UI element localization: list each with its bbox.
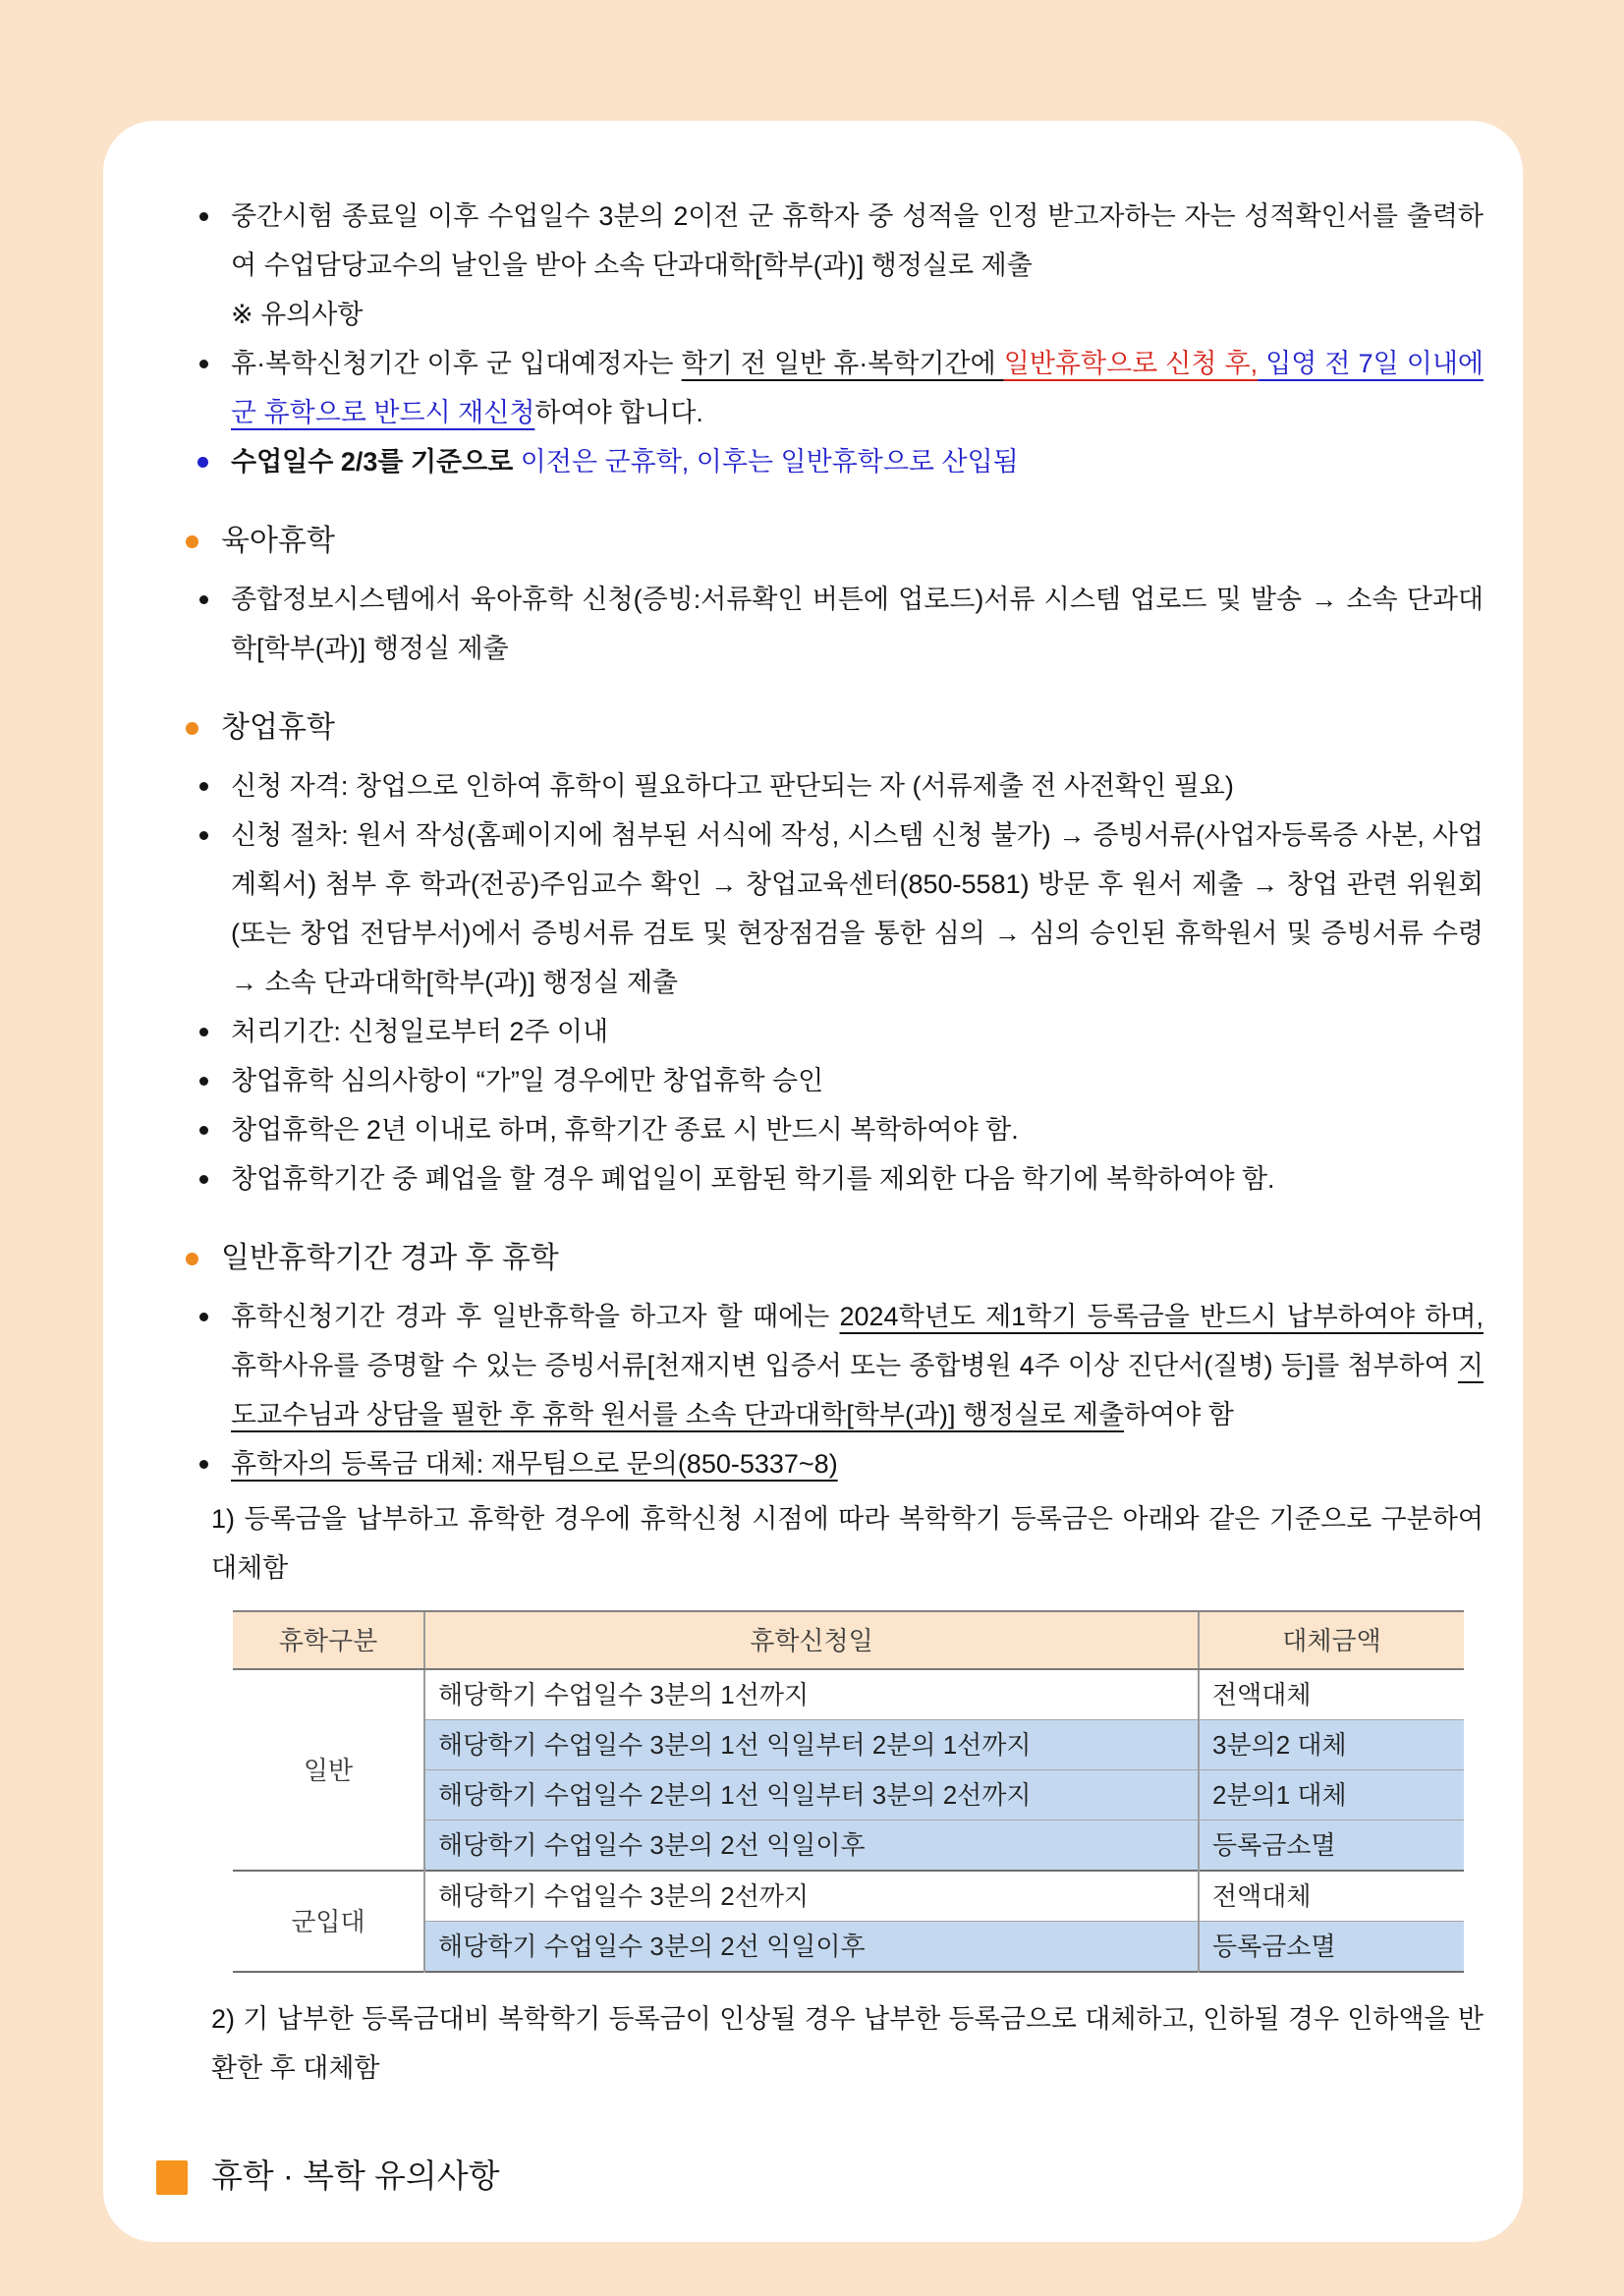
bullet-text [231, 1105, 1484, 1154]
section-title: 육아휴학 [221, 525, 335, 557]
numbered-item-1: 1) 등록금을 납부하고 휴학한 경우에 휴학신청 시점에 따라 복학학기 등록금은 아래와 같은 기준으로 구분하여 대체함 [211, 1504, 1484, 1583]
bullet-midterm-grade-text: 중간시험 종료일 이후 수업일수 3분의 2이전 군 휴학자 중 성적을 인정 받고자하는 자는 성적확인서를 출력하여 수업담당교수의 날인을 받아 소속 단과대학[학부(과)] 행정실로 제출 [231, 201, 1484, 280]
section-title: 창업휴학 [221, 711, 335, 744]
content-card [103, 121, 1523, 2242]
orange-square-icon [156, 2160, 188, 2195]
run-underline: 학기 전 일반 휴·복학기간에 [681, 349, 1004, 378]
section-after-general-leave-period [184, 1233, 1484, 1284]
table-header-row [233, 1611, 1464, 1669]
run-plain: 창업휴학기간 중 폐업을 할 경우 폐업일이 포함된 학기를 제외한 다음 학기에 복학하여야 함. [231, 1164, 1275, 1194]
bullet-dot-icon [199, 1028, 208, 1036]
bullet-text [231, 761, 1484, 811]
footer-section-title: 휴학 · 복학 유의사항 [211, 2157, 500, 2194]
section-leave-return-notes [156, 2150, 1484, 2203]
bullet-dot-icon [199, 1126, 208, 1135]
bullet-dot-icon [199, 1313, 208, 1321]
section-dot-icon [186, 1253, 198, 1265]
column-header-replacement-amount: 대체금액 [1199, 1611, 1464, 1669]
bullet-startup-processing-time [184, 1007, 1484, 1056]
column-header-application-date: 휴학신청일 [424, 1611, 1199, 1669]
run-underline: 2024학년도 제1학기 등록금을 반드시 납부하여야 하며, [839, 1302, 1484, 1331]
run-plain: 하여야 함 [1124, 1400, 1234, 1429]
run-red-underline: 일반휴학으로 신청 후, [1003, 349, 1259, 378]
run-plain: 처리기간: 신청일로부터 2주 이내 [231, 1017, 609, 1046]
note-line [184, 290, 1484, 339]
bullet-dot-icon [199, 1077, 208, 1086]
section-childcare-leave [184, 516, 1484, 567]
bullet-dot-icon [199, 1175, 208, 1184]
bullet-text [231, 1439, 1484, 1488]
cell-amount: 전액대체 [1199, 1871, 1464, 1922]
bullet-text [231, 437, 1484, 486]
bullet-dot-icon [199, 1460, 208, 1469]
table-row [233, 1871, 1464, 1922]
run-blue: 이전은 군휴학, 이후는 일반휴학으로 산입됨 [520, 447, 1019, 476]
table-row [233, 1669, 1464, 1720]
section-dot-icon [186, 535, 198, 548]
cell-application-date: 해당학기 수업일수 3분의 1선까지 [424, 1669, 1199, 1720]
bullet-military-reapply [184, 339, 1484, 437]
bullet-dot-icon [199, 782, 208, 791]
bullet-general-leave-tuition [184, 1292, 1484, 1439]
bullet-dot-icon [199, 212, 208, 221]
run-plain: 휴학신청기간 경과 후 일반휴학을 하고자 할 때에는 [231, 1302, 840, 1331]
bullet-text [231, 339, 1484, 437]
bullet-attendance-basis [184, 437, 1484, 486]
bullet-dot-icon [199, 595, 208, 604]
bullet-startup-procedure [184, 811, 1484, 1007]
bullet-text [231, 1154, 1484, 1204]
run-plain: 종합정보시스템에서 육아휴학 신청(증빙:서류확인 버튼에 업로드)서류 시스템 업로드 및 발송 → 소속 단과대학[학부(과)] 행정실 제출 [231, 585, 1484, 663]
run-plain: 창업휴학 심의사항이 “가”일 경우에만 창업휴학 승인 [231, 1066, 824, 1095]
bullet-tuition-replacement-contact [184, 1439, 1484, 1488]
group-label-general: 일반 [233, 1669, 424, 1871]
run-underline: 휴학자의 등록금 대체: 재무팀으로 문의(850-5337~8) [231, 1449, 838, 1479]
cell-amount: 등록금소멸 [1199, 1820, 1464, 1872]
bullet-startup-duration [184, 1105, 1484, 1154]
cell-amount: 전액대체 [1199, 1669, 1464, 1720]
cell-amount: 등록금소멸 [1199, 1922, 1464, 1973]
blue-bullet-dot-icon [197, 457, 208, 468]
cell-amount: 2분의1 대체 [1199, 1770, 1464, 1820]
bullet-text [231, 1292, 1484, 1439]
bullet-text [231, 192, 1484, 290]
bullet-startup-closure [184, 1154, 1484, 1204]
bullet-text [231, 1007, 1484, 1056]
run-plain: 신청 자격: 창업으로 인하여 휴학이 필요하다고 판단되는 자 (서류제출 전 사전확인 필요) [231, 771, 1234, 801]
column-header-leave-type: 휴학구분 [233, 1611, 424, 1669]
bullet-startup-eligibility [184, 761, 1484, 811]
run-blue-underline: 입영 전 7일 이내에 군 휴학으로 반드시 재신청 [231, 349, 1484, 427]
run-bold: 수업일수 2/3를 기준으로 [231, 447, 521, 476]
tuition-replacement-table [233, 1610, 1464, 1973]
bullet-startup-approval [184, 1056, 1484, 1105]
run-plain: 신청 절차: 원서 작성(홈페이지에 첨부된 서식에 작성, 시스템 신청 불가) → 증빙서류(사업자등록증 사본, 사업계획서) 첨부 후 학과(전공)주임교수 확인 → 창업교육센터(850-5581) 방문 후 원서 제출 → 창업 관련 위원회(또는 창업 전담부서)에서 증빙서류 검토 및 현장점검을 통한 심의 → 심의 승인된 휴학원서 및 증빙서류 수령 → 소속 단과대학[학부(과)] 행정실 제출 [231, 820, 1484, 997]
cell-application-date: 해당학기 수업일수 2분의 1선 익일부터 3분의 2선까지 [424, 1770, 1199, 1820]
run-plain: 휴·복학신청기간 이후 군 입대예정자는 [231, 349, 682, 378]
note-text [231, 290, 1484, 339]
section-startup-leave [184, 702, 1484, 754]
bullet-midterm-grade [184, 192, 1484, 290]
bullet-childcare-procedure [184, 575, 1484, 673]
cell-amount: 3분의2 대체 [1199, 1720, 1464, 1770]
bullet-text [231, 575, 1484, 673]
cell-application-date: 해당학기 수업일수 3분의 2선 익일이후 [424, 1922, 1199, 1973]
run-plain: 휴학사유를 증명할 수 있는 증빙서류[천재지변 입증서 또는 종합병원 4주 이상 진단서(질병) 등]를 첨부하여 [231, 1351, 1458, 1380]
run-plain: 하여야 합니다. [534, 398, 703, 427]
cell-application-date: 해당학기 수업일수 3분의 1선 익일부터 2분의 1선까지 [424, 1720, 1199, 1770]
note-label: ※ 유의사항 [231, 300, 364, 329]
cell-application-date: 해당학기 수업일수 3분의 2선 익일이후 [424, 1820, 1199, 1872]
section-title: 일반휴학기간 경과 후 휴학 [221, 1242, 559, 1274]
group-label-military: 군입대 [233, 1871, 424, 1972]
bullet-text [231, 1056, 1484, 1105]
bullet-text [231, 811, 1484, 1007]
numbered-item-2: 2) 기 납부한 등록금대비 복학학기 등록금이 인상될 경우 납부한 등록금으로 대체하고, 인하될 경우 인하액을 반환한 후 대체함 [211, 2004, 1484, 2083]
section-dot-icon [186, 722, 198, 735]
bullet-dot-icon [199, 360, 208, 368]
bullet-dot-icon [199, 831, 208, 840]
run-plain: 창업휴학은 2년 이내로 하며, 휴학기간 종료 시 반드시 복학하여야 함. [231, 1115, 1019, 1145]
run-underline: 지도교수님과 상담을 필한 후 휴학 원서를 소속 단과대학[학부(과)] 행정실로 제출 [231, 1351, 1484, 1429]
cell-application-date: 해당학기 수업일수 3분의 2선까지 [424, 1871, 1199, 1922]
